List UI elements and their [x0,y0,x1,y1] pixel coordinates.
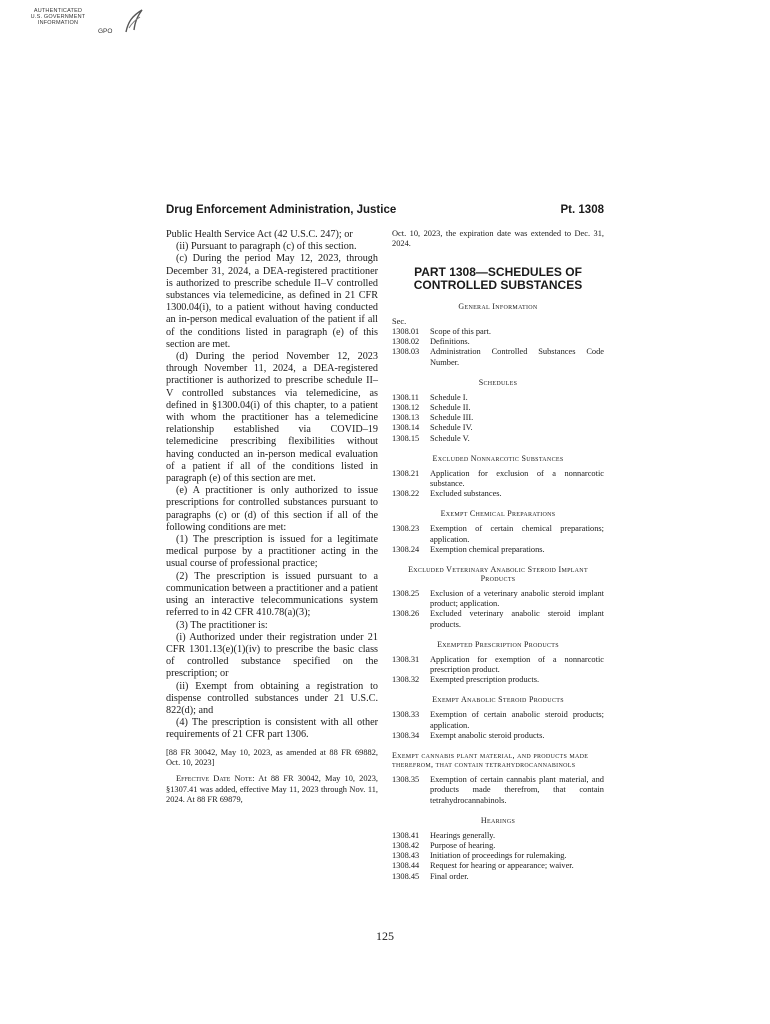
paragraph: (e) A practitioner is only authorized to issue prescriptions for controlled substances pursuant to paragraphs (c) or (d) of this section if all of the following conditions are met: [166,485,378,533]
toc-entry-title: Exempted prescription products. [430,675,540,685]
toc-entry-title: Application for exemption of a nonnarcotic prescription product. [430,654,604,675]
paragraph: (ii) Exempt from obtaining a registration to dispense controlled substances under 21 U.S.C. 822(d); and [166,680,378,716]
toc-entry[interactable] [392,710,604,730]
toc-entry-title: Exemption of certain chemical preparations; application. [430,524,604,544]
toc-section-heading: Excluded Nonnarcotic Substances [432,453,564,463]
toc-entry-number: 1308.41 [392,830,420,840]
toc-entry-number: 1308.35 [392,775,420,785]
toc-entry[interactable] [392,545,604,555]
toc-section-heading: Excluded Veterinary Anabolic Steroid Implant Products [408,565,588,584]
toc-entry[interactable] [392,327,604,337]
toc-entry[interactable] [392,731,604,741]
paragraph: (1) The prescription is issued for a legitimate medical purpose by a practitioner acting in the usual course of professional practice; [166,534,378,570]
toc-sec-label: Sec. [392,316,407,326]
toc-entry-number: 1308.12 [392,403,420,413]
left-column [166,229,378,806]
running-head [166,204,604,220]
toc-entry-title: Application for exclusion of a nonnarcotic substance. [430,468,604,489]
running-head-agency: Drug Enforcement Administration, Justice [166,204,397,216]
toc-entry-title: Administration Controlled Substances Code Number. [430,347,604,367]
toc-entry[interactable] [392,337,604,347]
stamp-line: U.S. GOVERNMENT [30,14,86,20]
toc-entry-number: 1308.15 [392,433,420,443]
toc-entry[interactable] [392,841,604,851]
toc-entry-title: Scope of this part. [430,327,491,337]
toc-entry[interactable] [392,524,604,544]
toc-entry-number: 1308.31 [392,654,420,664]
toc-entry-number: 1308.01 [392,327,420,337]
toc-entry-number: 1308.43 [392,851,420,861]
stamp-line: INFORMATION [37,20,79,26]
toc-entry-title: Exemption of certain cannabis plant material, and products made therefrom, that contain tetrahydrocannabinols. [430,775,604,805]
stamp-text [30,8,86,26]
part-title-line: PART 1308—SCHEDULES OF [414,264,582,279]
toc-entry-number: 1308.34 [392,730,420,740]
toc-entry-number: 1308.25 [392,589,420,599]
toc-entry-number: 1308.03 [392,347,420,357]
toc-entry[interactable] [392,609,604,629]
toc-entry-number: 1308.13 [392,413,420,423]
toc-entry-title: Schedule I. [430,392,468,402]
toc-section-heading: Exempt cannabis plant material, and products made therefrom, that contain tetrahydrocannabinols [392,751,589,770]
toc-entry-title: Schedule II. [430,403,471,413]
gpo-authentication-stamp [30,8,145,44]
toc-entry-number: 1308.11 [392,392,419,402]
toc-entry[interactable] [392,831,604,841]
page-number: 125 [376,929,394,943]
part-title [392,266,604,292]
toc-entry[interactable] [392,675,604,685]
toc-entry-title: Initiation of proceedings for rulemaking. [430,851,567,861]
toc-entry-title: Exemption of certain anabolic steroid products; application. [430,710,604,730]
toc-section-heading: Schedules [478,377,518,387]
toc-entry-title: Definitions. [430,337,470,347]
toc-entry-title: Excluded veterinary anabolic steroid implant products. [430,609,604,629]
note-continuation: Oct. 10, 2023, the expiration date was extended to Dec. 31, 2024. [392,229,604,249]
amendment-citation: [88 FR 30042, May 10, 2023, as amended at 88 FR 69882, Oct. 10, 2023] [166,747,378,767]
paragraph: (4) The prescription is consistent with all other requirements of 21 CFR part 1306. [166,717,378,741]
toc-entry-title: Schedule IV. [430,423,473,433]
toc-entry[interactable] [392,393,604,403]
toc-entry-title: Request for hearing or appearance; waiver. [430,861,574,871]
toc-entry[interactable] [392,434,604,444]
toc-section-heading: Exempt Chemical Preparations [440,509,556,519]
stamp-line: AUTHENTICATED [33,8,83,14]
toc-entry[interactable] [392,403,604,413]
toc-entry-number: 1308.24 [392,544,420,554]
toc-entry-number: 1308.44 [392,861,420,871]
toc-entry-title: Exclusion of a veterinary anabolic steroid implant product; application. [430,589,604,609]
eagle-logo-icon [122,8,144,34]
right-column [392,229,604,882]
toc-entry-title: Excluded substances. [430,489,502,499]
stamp-gpo-label: GPO [98,28,113,35]
toc-entry[interactable] [392,851,604,861]
running-head-part: Pt. 1308 [560,204,604,216]
toc-entry-number: 1308.21 [392,468,420,478]
toc-entry-number: 1308.26 [392,609,420,619]
paragraph: (3) The practitioner is: [176,619,268,631]
toc-entry-number: 1308.02 [392,337,420,347]
paragraph: (d) During the period November 12, 2023 through November 11, 2024, a DEA-registered practitioner is authorized to prescribe schedule II–V controlled substances via telemedicine, as defined in §1300.04(i) of this chapter, to a patient with whom the practitioner has a telemedicine relationship established via COVID–19 telemedicine prescribing flexibilities without having conducted an in-person medical evaluation of a patient if all of the conditions listed in paragraph (e) of this section are met. [166,351,378,485]
note-label: Effective Date Note: [176,774,255,784]
toc-entry-title: Exempt anabolic steroid products. [430,730,545,740]
paragraph: (i) Authorized under their registration under 21 CFR 1301.13(e)(1)(iv) to prescribe the basic class of controlled substance specified on the prescription; or [166,631,378,680]
toc-section-heading: General Information [458,301,538,311]
toc-entry-number: 1308.32 [392,675,420,685]
part-title-line: CONTROLLED SUBSTANCES [413,277,583,292]
toc-entry[interactable] [392,489,604,499]
toc-entry[interactable] [392,655,604,675]
toc-entry-title: Final order. [430,871,469,881]
toc-entry[interactable] [392,347,604,367]
table-of-contents [392,302,604,882]
toc-entry-title: Schedule III. [430,413,474,423]
toc-entry[interactable] [392,413,604,423]
paragraph: (2) The prescription is issued pursuant to a communication between a practitioner and a patient using an interactive telecommunications system referred to in 42 CFR 410.78(a)(3); [166,570,378,619]
toc-entry[interactable] [392,861,604,871]
toc-section-heading: Exempted Prescription Products [437,639,559,649]
toc-entry[interactable] [392,872,604,882]
toc-entry[interactable] [392,775,604,806]
toc-entry-number: 1308.42 [392,840,420,850]
toc-entry-number: 1308.33 [392,710,420,720]
toc-section-heading: Exempt Anabolic Steroid Products [432,695,564,705]
note-text: At 88 FR 30042, May 10, 2023, §1307.41 was added, effective May 11, 2023 through Nov. 11, 2024. At 88 FR 69879, [166,774,379,805]
toc-entry-title: Purpose of hearing. [430,840,496,850]
effective-date-note [166,774,378,805]
toc-entry[interactable] [392,423,604,433]
toc-entry-number: 1308.23 [392,524,420,534]
toc-entry-number: 1308.14 [392,423,420,433]
toc-entry-title: Hearings generally. [430,830,496,840]
paragraph: Public Health Service Act (42 U.S.C. 247); or [166,229,353,240]
toc-entry[interactable] [392,469,604,489]
toc-entry-number: 1308.22 [392,489,420,499]
toc-entry-title: Exemption chemical preparations. [430,544,545,554]
toc-entry[interactable] [392,589,604,609]
toc-entry-number: 1308.45 [392,871,420,881]
paragraph: (c) During the period May 12, 2023, through December 31, 2024, a DEA-registered practitioner is authorized to prescribe schedule II–V controlled substances via telemedicine, as defined in 21 CFR 1300.04(i), to a patient without having conducted an in-person medical evaluation of the patient if all of the conditions listed in paragraph (e) of this section are met. [166,253,378,350]
toc-entry-title: Schedule V. [430,433,470,443]
paragraph: (ii) Pursuant to paragraph (c) of this section. [176,241,357,253]
toc-section-heading: Hearings [480,815,516,825]
